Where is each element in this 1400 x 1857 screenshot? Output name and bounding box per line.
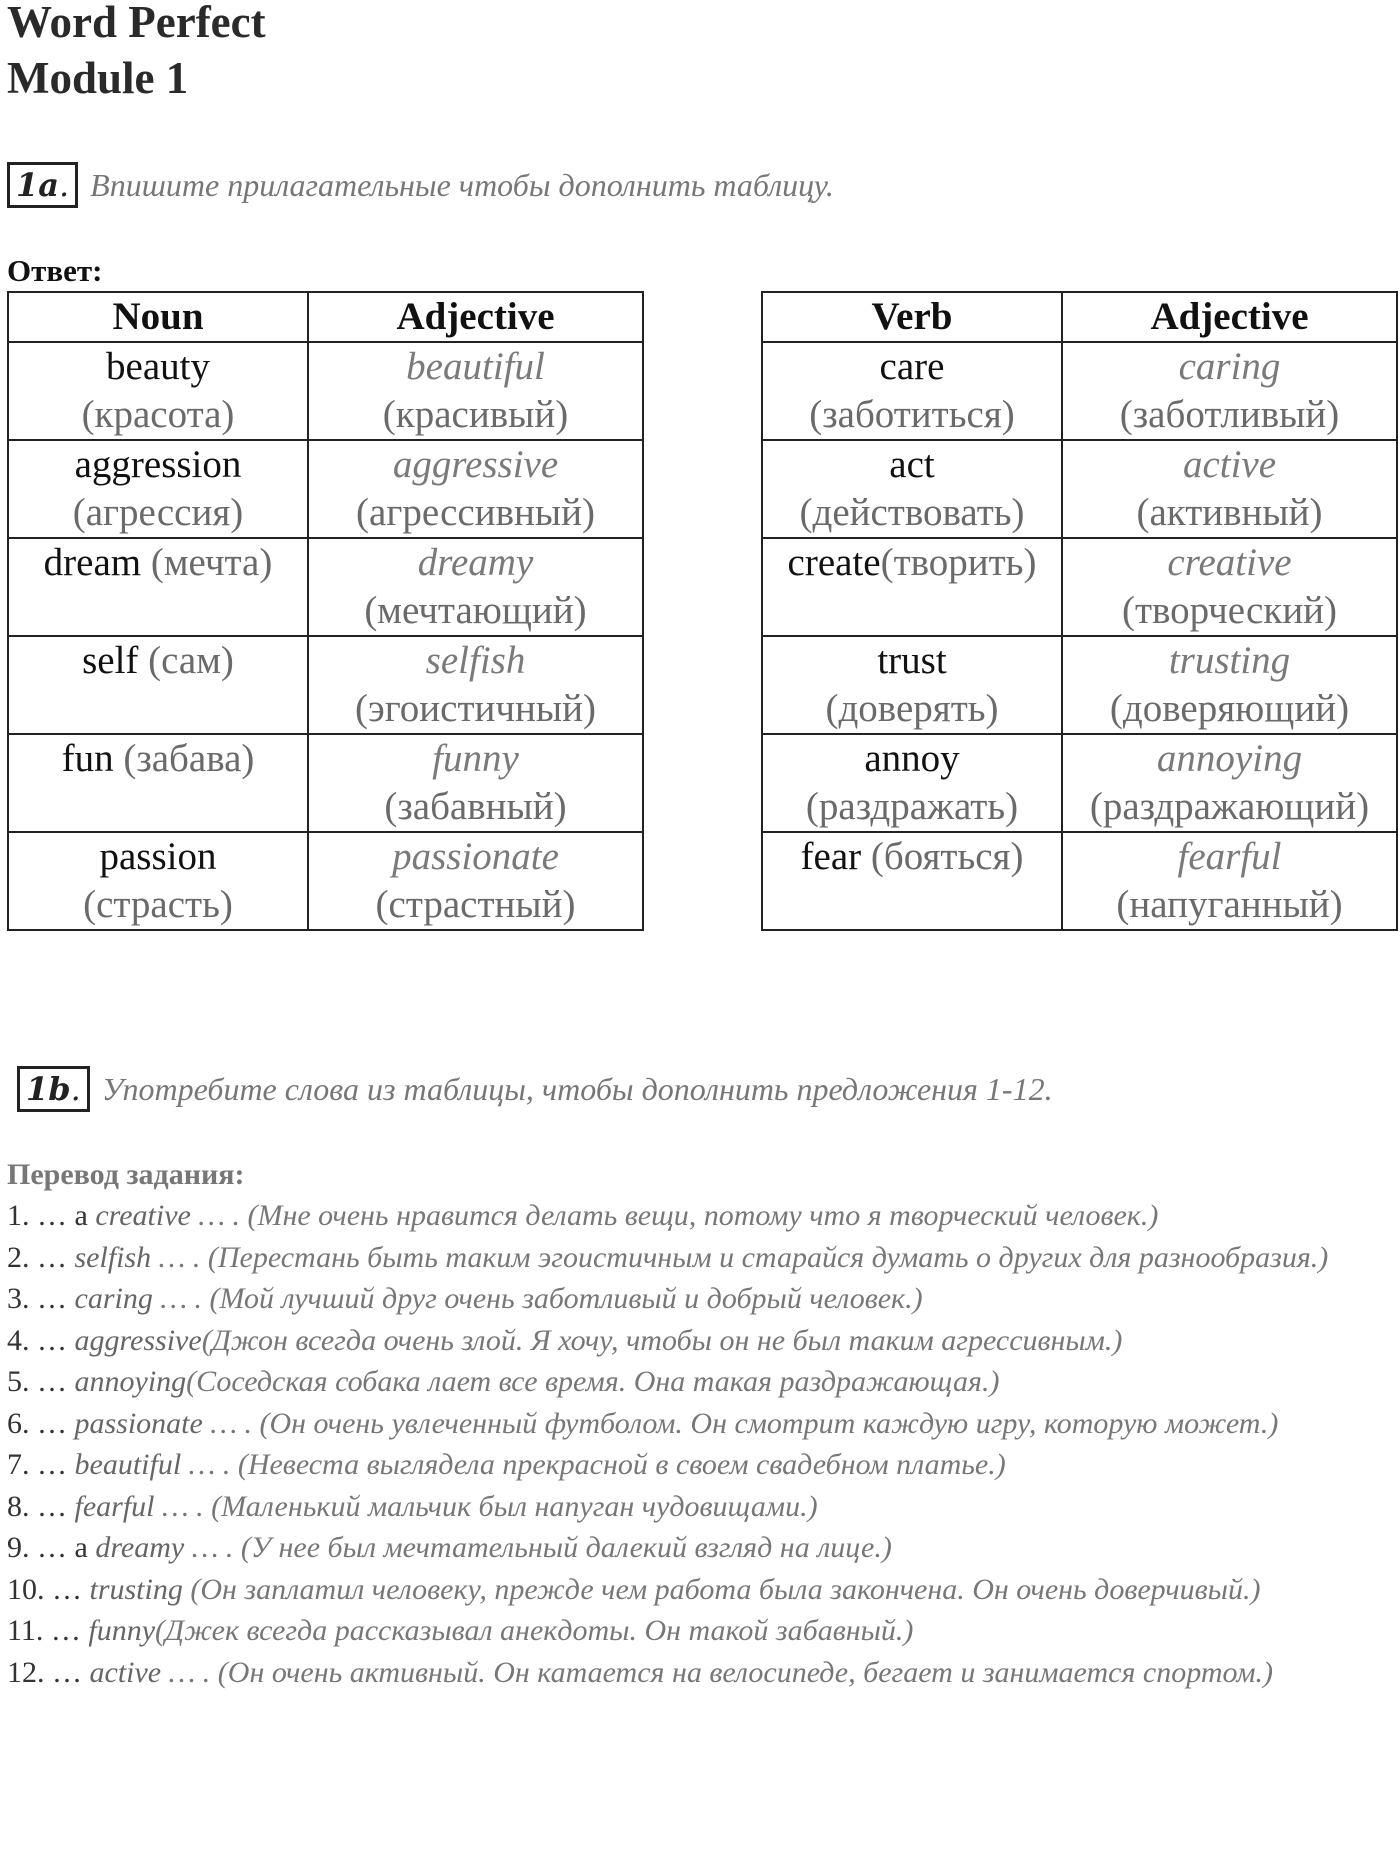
table-row [8,734,643,832]
column-header: Noun [8,292,308,342]
task-number-badge: 1b. [17,1066,90,1112]
adjective-translation: (доверяющий) [1109,687,1350,730]
word-translation: (заботиться) [809,393,1015,436]
adjective-cell [1062,636,1397,734]
sentence-item [7,1278,1400,1320]
table-row [762,832,1397,930]
word-translation: (действовать) [799,491,1025,534]
table-row [8,342,643,440]
answer-label: Ответ: [7,253,103,288]
sentence-item [7,1195,1400,1237]
sentence-item [7,1527,1400,1569]
sentence-translation: (Он заплатил человеку, прежде чем работа была закончена. Он очень доверчивый.) [182,1572,1261,1606]
table-row [762,342,1397,440]
adjective-cell [1062,342,1397,440]
adjective-english: selfish [425,639,526,682]
word-english: create [787,541,881,584]
adjective-english: active [1182,443,1277,486]
translation-label: Перевод задания: [7,1158,245,1191]
word-translation: (мечта) [150,541,273,584]
table-row [762,440,1397,538]
sentence-number: 8. … [7,1489,67,1523]
word-cell [762,832,1062,930]
sentence-translation: (Соседская собака лает все время. Она такая раздражающая.) [186,1365,1000,1398]
adjective-english: creative [1167,541,1292,584]
noun-adjective-table [7,291,644,931]
word-english: dream [43,541,142,584]
word-cell [762,636,1062,734]
word-translation: (раздражать) [805,785,1019,828]
column-header: Adjective [308,292,643,342]
word-english: fun [61,737,114,780]
adjective-translation: (заботливый) [1119,393,1340,436]
adjective-cell [308,440,643,538]
adjective-cell [1062,832,1397,930]
word-translation: (творить) [880,541,1037,584]
sentence-translation: … . (Он очень увлеченный футболом. Он смотрит каждую игру, которую может.) [202,1406,1279,1440]
sentence-number: 9. … [7,1531,67,1564]
adjective-translation: (творческий) [1121,589,1338,632]
word-translation: (страсть) [83,883,233,926]
task-1a [7,162,834,208]
sentence-article: a [67,1199,88,1232]
word-english: care [879,345,945,388]
word-cell [762,538,1062,636]
word-cell [762,734,1062,832]
adjective-translation: (страстный) [375,883,576,926]
word-translation: (бояться) [870,835,1024,878]
adjective-english: passionate [392,835,559,878]
word-english: passion [99,835,217,878]
adjective-english: dreamy [417,541,534,584]
table-row [8,636,643,734]
sentence-answer: selfish [67,1240,152,1274]
sentence-translation: (Джек всегда рассказывал анекдоты. Он такой забавный.) [155,1614,914,1647]
sentence-item [7,1652,1400,1694]
sentence-answer: caring [67,1282,153,1315]
task-number-badge: 1a. [7,162,78,208]
sentence-answer: creative [87,1199,191,1232]
adjective-english: caring [1178,345,1281,388]
word-cell [8,538,308,636]
word-cell [8,342,308,440]
sentence-translation: … . (У нее был мечтательный далекий взгляд на лице.) [184,1531,892,1564]
sentence-answer: funny [80,1614,156,1647]
word-translation: (агрессия) [72,491,244,534]
adjective-english: funny [432,737,519,780]
page-title: Word Perfect [7,0,266,47]
sentence-number: 10. … [7,1572,82,1606]
sentence-answer: active [82,1655,162,1689]
sentence-article: a [67,1531,88,1564]
sentence-item [7,1320,1400,1362]
word-translation: (доверять) [825,687,999,730]
sentence-number: 6. … [7,1406,67,1440]
sentence-translation: … . (Невеста выглядела прекрасной в своем свадебном платье.) [181,1448,1006,1481]
adjective-translation: (эгоистичный) [355,687,596,730]
sentence-item [7,1361,1400,1403]
sentence-translation: (Джон всегда очень злой. Я хочу, чтобы он не был таким агрессивным.) [201,1323,1123,1357]
sentence-answer: fearful [67,1489,155,1523]
adjective-cell [308,538,643,636]
adjective-cell [308,342,643,440]
sentence-translation: … . (Перестань быть таким эгоистичным и старайся думать о других для разнообразия.) [151,1240,1329,1274]
sentence-translation: … . (Мне очень нравится делать вещи, потому что я творческий человек.) [190,1199,1159,1232]
adjective-cell [1062,538,1397,636]
verb-adjective-table [761,291,1398,931]
sentence-item [7,1610,1400,1652]
sentence-number: 1. … [7,1199,67,1232]
sentence-number: 3. … [7,1282,67,1315]
word-cell [8,832,308,930]
adjective-cell [308,832,643,930]
word-english: trust [877,639,947,682]
sentence-answer: annoying [67,1365,187,1398]
adjective-english: beautiful [406,345,545,388]
sentence-item [7,1403,1400,1445]
adjective-cell [1062,440,1397,538]
adjective-translation: (агрессивный) [356,491,595,534]
adjective-cell [308,734,643,832]
column-header: Verb [762,292,1062,342]
sentence-number: 5. … [7,1365,67,1398]
table-row [762,734,1397,832]
word-english: act [889,443,935,486]
word-english: fear [800,835,862,878]
sentence-answer: aggressive [67,1323,202,1357]
table-row [8,538,643,636]
sentence-translation: … . (Мой лучший друг очень заботливый и добрый человек.) [152,1282,923,1315]
adjective-translation: (красивый) [382,393,569,436]
adjective-translation: (раздражающий) [1089,785,1370,828]
title-block [7,0,266,106]
sentence-item [7,1486,1400,1528]
task-1b [17,1066,1053,1112]
adjective-english: aggressive [392,443,559,486]
word-cell [8,636,308,734]
table-row [8,440,643,538]
adjective-cell [1062,734,1397,832]
sentence-number: 12. … [7,1655,82,1689]
word-english: annoy [864,737,960,780]
adjective-cell [308,636,643,734]
word-translation: (забава) [123,737,255,780]
sentence-number: 4. … [7,1323,67,1357]
sentence-item [7,1569,1400,1611]
module-title: Module 1 [7,53,189,103]
adjective-translation: (активный) [1136,491,1323,534]
adjective-english: fearful [1177,835,1282,878]
sentence-answer: dreamy [87,1531,185,1564]
table-row [762,538,1397,636]
sentence-translation: … . (Он очень активный. Он катается на велосипеде, бегает и занимается спортом.) [161,1655,1273,1689]
adjective-translation: (забавный) [384,785,567,828]
word-english: beauty [106,345,210,388]
sentence-item [7,1237,1400,1279]
table-row [8,832,643,930]
sentence-answer: beautiful [67,1448,182,1481]
word-translation: (красота) [81,393,235,436]
sentence-translation: … . (Маленький мальчик был напуган чудовищами.) [154,1489,818,1523]
sentence-number: 2. … [7,1240,67,1274]
sentence-list [7,1195,1400,1693]
word-cell [8,734,308,832]
column-header: Adjective [1062,292,1397,342]
adjective-english: annoying [1156,737,1303,780]
sentence-answer: passionate [67,1406,203,1440]
word-translation: (сам) [148,639,234,682]
adjective-translation: (напуганный) [1116,883,1343,926]
sentence-number: 11. … [7,1614,81,1647]
table-row [762,636,1397,734]
word-cell [762,342,1062,440]
adjective-translation: (мечтающий) [364,589,587,632]
word-english: self [82,639,139,682]
task-instruction: Впишите прилагательные чтобы дополнить таблицу. [90,166,834,203]
adjective-english: trusting [1168,639,1291,682]
sentence-number: 7. … [7,1448,67,1481]
word-cell [8,440,308,538]
sentence-answer: trusting [82,1572,183,1606]
task-instruction: Употребите слова из таблицы, чтобы дополнить предложения 1-12. [101,1070,1053,1107]
word-cell [762,440,1062,538]
sentence-item [7,1444,1400,1486]
word-english: aggression [74,443,242,486]
